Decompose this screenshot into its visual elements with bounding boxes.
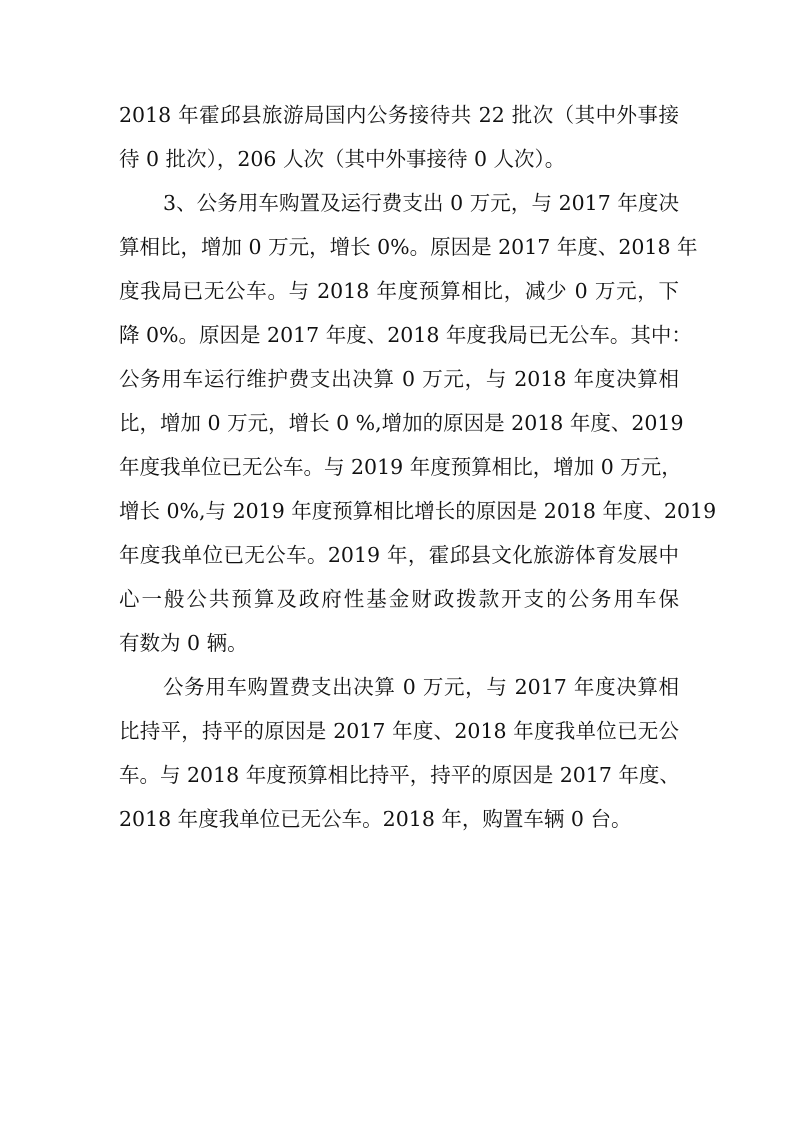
- text-line: 年度我单位已无公车。与 2019 年度预算相比，增加 0 万元，: [119, 455, 682, 479]
- text-line: 度我局已无公车。与 2018 年度预算相比，减少 0 万元，下: [119, 279, 679, 303]
- text-line: 3、公务用车购置及运行费支出 0 万元，与 2017 年度决: [163, 191, 679, 215]
- text-line: 增长 0%,与 2019 年度预算相比增长的原因是 2018 年度、2019: [119, 499, 717, 523]
- text-line: 待 0 批次），206 人次（其中外事接待 0 人次）。: [119, 147, 566, 171]
- text-line: 公务用车购置费支出决算 0 万元，与 2017 年度决算相: [163, 675, 679, 699]
- text-line: 公务用车运行维护费支出决算 0 万元，与 2018 年度决算相: [119, 367, 679, 391]
- text-line: 2018 年霍邱县旅游局国内公务接待共 22 批次（其中外事接: [119, 103, 679, 127]
- text-line: 有数为 0 辆。: [119, 631, 248, 655]
- text-line: 算相比，增加 0 万元，增长 0%。原因是 2017 年度、2018 年: [119, 235, 698, 259]
- text-line: 年度我单位已无公车。2019 年，霍邱县文化旅游体育发展中: [119, 543, 679, 567]
- text-line: 比持平，持平的原因是 2017 年度、2018 年度我单位已无公: [119, 719, 679, 743]
- text-line: 车。与 2018 年度预算相比持平，持平的原因是 2017 年度、: [119, 763, 680, 787]
- text-line: 心一般公共预算及政府性基金财政拨款开支的公务用车保: [119, 587, 679, 611]
- text-line: 2018 年度我单位已无公车。2018 年，购置车辆 0 台。: [119, 807, 632, 831]
- text-line: 比，增加 0 万元，增长 0 %,增加的原因是 2018 年度、2019: [119, 411, 684, 435]
- text-line: 降 0%。原因是 2017 年度、2018 年度我局已无公车。其中：: [119, 323, 692, 347]
